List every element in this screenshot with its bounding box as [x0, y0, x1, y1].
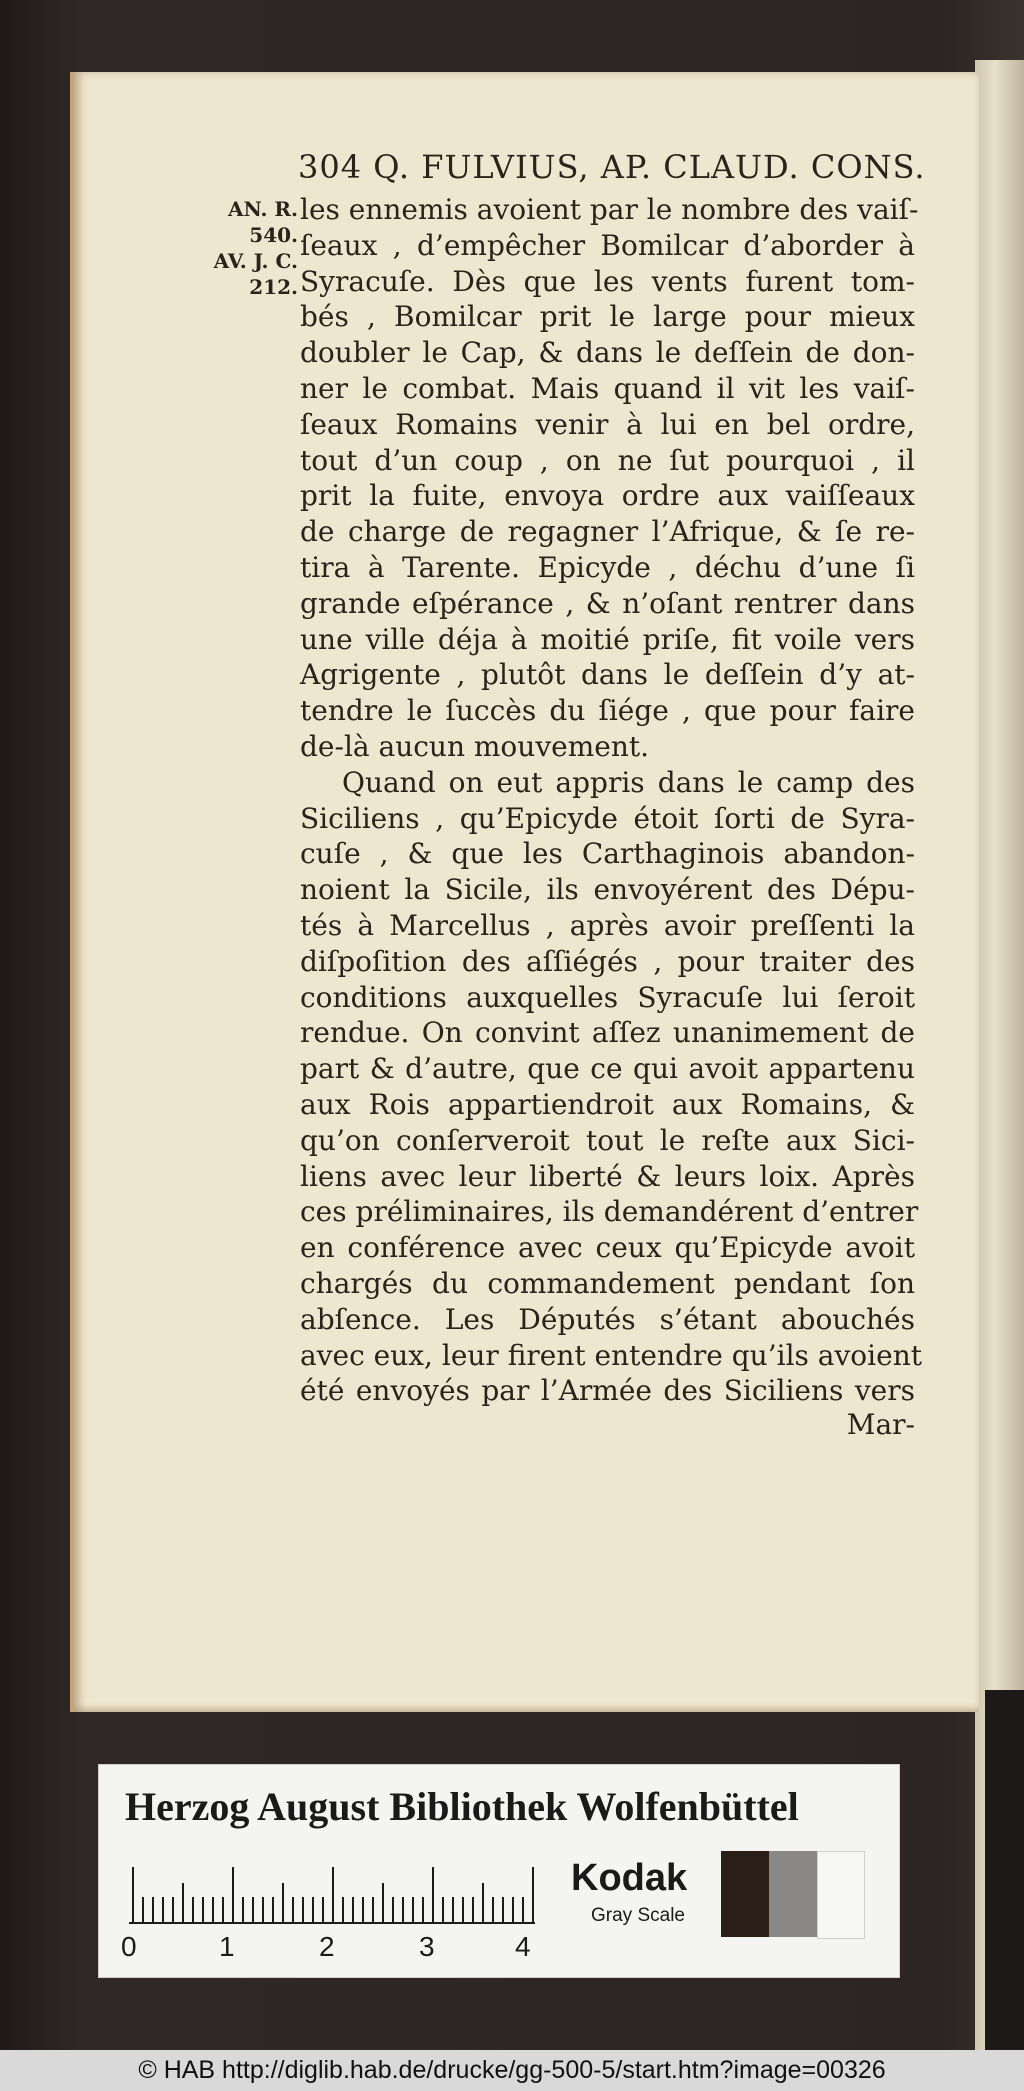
ruler-number: 3 — [419, 1931, 435, 1962]
ruler-numbers — [121, 1931, 541, 1965]
text-line: part & d’autre, que ce qui avoit appartenu — [300, 1052, 915, 1086]
text-line: tés à Marcellus , après avoir preſſenti la — [300, 908, 915, 942]
text-line: Agrigente , plutôt dans le deſſein d’y at- — [300, 658, 915, 692]
text-line: Syracuſe. Dès que les vents furent tom- — [300, 264, 915, 298]
text-line: Siciliens , qu’Epicyde étoit ſorti de Syra- — [300, 801, 915, 835]
text-line: Quand on eut appris dans le camp des — [342, 765, 915, 799]
ruler-number: 2 — [319, 1931, 335, 1962]
margin-note-line: 212. — [249, 275, 298, 299]
library-name: Herzog August Bibliothek Wolfenbüttel — [125, 1784, 799, 1829]
text-line: tout d’un coup , on ne ſut pourquoi , il — [300, 443, 915, 477]
kodak-logo-text: Kodak — [571, 1857, 688, 1899]
text-line: doubler le Cap, & dans le deſſein de don- — [300, 336, 915, 370]
dark-swatch — [721, 1851, 769, 1937]
text-line: ner le combat. Mais quand il vit les vaiſ- — [300, 371, 915, 405]
text-line: en conférence avec ceux qu’Epicyde avoit — [300, 1231, 915, 1265]
ruler-number: 0 — [121, 1931, 137, 1962]
text-line: ces préliminaires, ils demandérent d’entrer — [300, 1195, 919, 1229]
text-line: de charge de regagner l’Afrique, & ſe re- — [300, 515, 915, 549]
ruler-number: 4 — [515, 1931, 531, 1962]
text-line: avec eux, leur firent entendre qu’ils avoient — [300, 1338, 922, 1372]
text-line: été envoyés par l’Armée des Siciliens vers — [300, 1374, 915, 1408]
text-line: qu’on conſerveroit tout le reſte aux Sici- — [300, 1123, 915, 1157]
text-line: de-là aucun mouvement. — [300, 729, 650, 763]
binding-shadow — [985, 1690, 1024, 2050]
text-line: abſence. Les Députés s’étant abouchés — [300, 1302, 915, 1336]
ruler-scale — [129, 1865, 549, 1925]
text-line: cuſe , & que les Carthaginois abandon- — [300, 837, 915, 871]
margin-note-line: AN. R. — [227, 197, 298, 221]
text-line: prit la fuite, envoya ordre aux vaiſſeaux — [300, 479, 915, 513]
margin-note-line: AV. J. C. — [213, 249, 298, 273]
margin-note-line: 540. — [249, 223, 298, 247]
text-line: rendue. On convint aſſez unanimement de — [300, 1016, 915, 1050]
margin-note — [170, 196, 298, 300]
gray-scale-label: Gray Scale — [591, 1905, 685, 1926]
color-calibration-bar — [98, 1764, 900, 1978]
text-line: ſeaux , d’empêcher Bomilcar d’aborder à — [300, 228, 915, 262]
catchword: Mar- — [846, 1408, 915, 1441]
text-line: tira à Tarente. Epicyde , déchu d’une ſi — [300, 550, 915, 584]
copyright-footer: © HAB http://diglib.hab.de/drucke/gg-500-5/start.htm?image=00326 — [0, 2050, 1024, 2091]
ruler-number: 1 — [219, 1931, 235, 1962]
text-line: les ennemis avoient par le nombre des vaiſ- — [300, 193, 919, 226]
text-line: liens avec leur liberté & leurs loix. Après — [300, 1159, 915, 1193]
light-swatch — [817, 1851, 865, 1939]
text-line: ſeaux Romains venir à lui en bel ordre, — [300, 407, 915, 441]
text-line: tendre le ſuccès du ſiége , que pour faire — [300, 694, 915, 728]
mid-gray-swatch — [769, 1851, 817, 1937]
text-line: une ville déja à moitié priſe, fit voile vers — [300, 622, 915, 656]
text-line: bés , Bomilcar prit le large pour mieux — [300, 300, 915, 334]
text-line: aux Rois appartiendroit aux Romains, & — [300, 1087, 915, 1121]
text-line: chargés du commandement pendant ſon — [300, 1266, 915, 1300]
body-text — [300, 192, 922, 1409]
text-line: noient la Sicile, ils envoyérent des Dépu- — [300, 873, 915, 907]
text-line: conditions auxquelles Syracuſe lui ſeroit — [300, 980, 915, 1014]
running-head: 304 Q. FULVIUS, AP. CLAUD. CONS. — [298, 148, 926, 186]
text-line: diſpoſition des aſſiégés , pour traiter des — [300, 944, 915, 978]
text-line: grande eſpérance , & n’oſant rentrer dans — [300, 586, 915, 620]
